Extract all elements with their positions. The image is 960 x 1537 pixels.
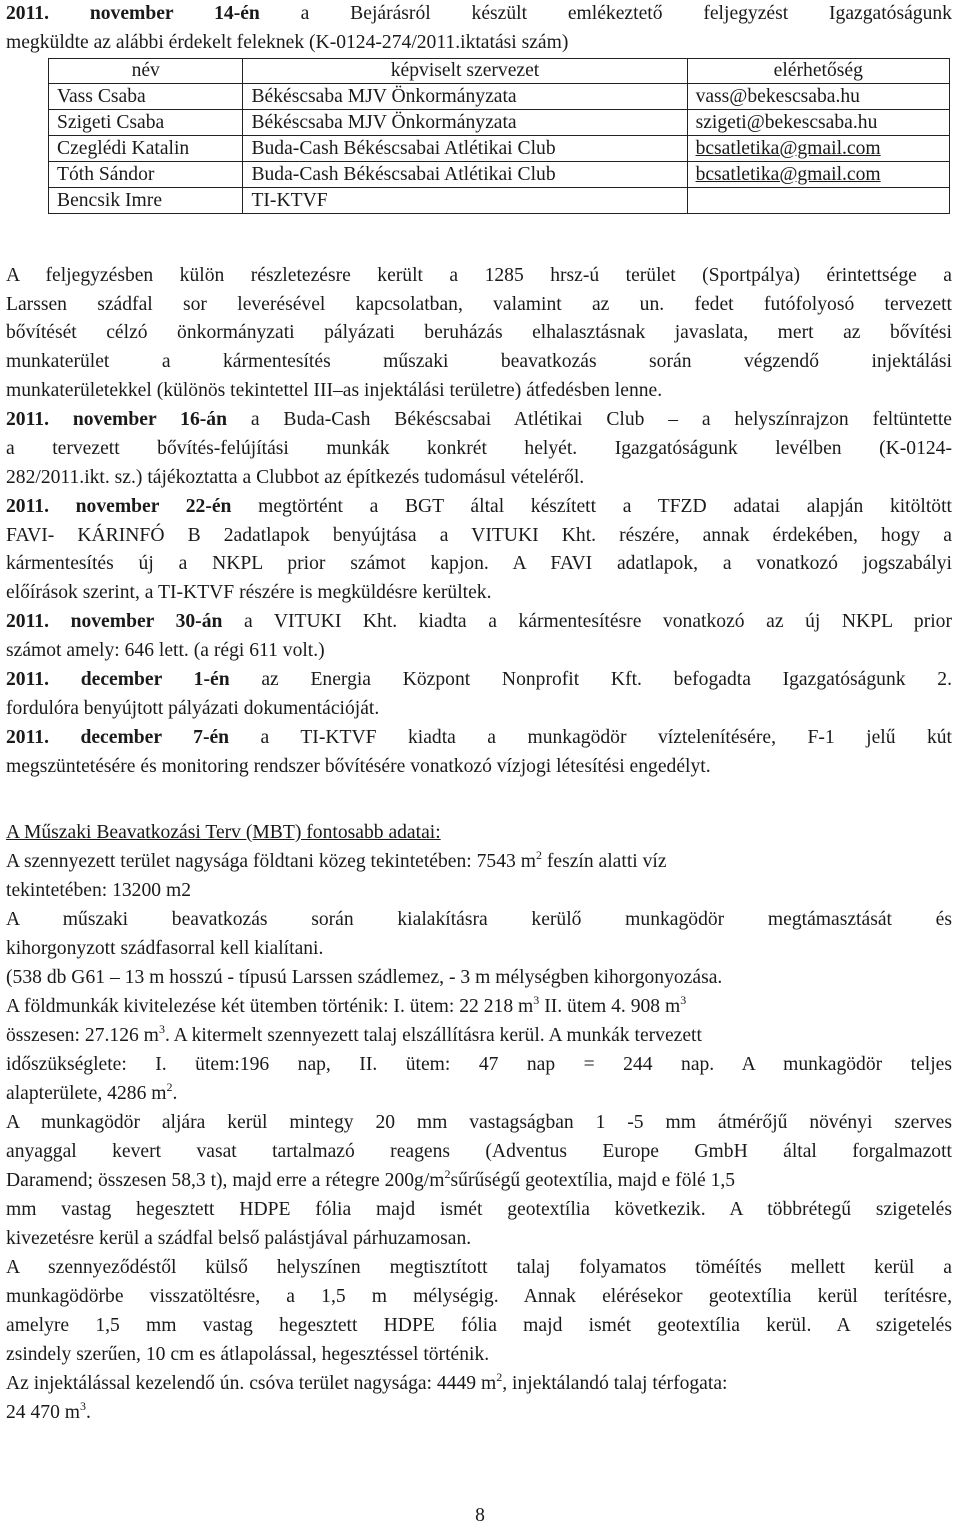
intro-line-1 xyxy=(6,4,952,24)
earthwork-line-3: időszükséglete: I. ütem:196 nap, II. ütem: 47 nap = 244 nap. A munkagödör teljes xyxy=(6,1054,952,1075)
superscript: 3 xyxy=(680,993,687,1007)
table-row xyxy=(49,136,950,162)
table-header-row xyxy=(49,59,950,84)
cell-name: Vass Csaba xyxy=(49,84,243,110)
event-line: számot amely: 646 lett. (a régi 611 volt.) xyxy=(6,640,325,661)
earthwork-text: összesen: 27.126 m xyxy=(6,1025,159,1046)
event-date: 2011. november 16-án xyxy=(6,409,227,430)
area-line-1 xyxy=(6,848,667,872)
intro-text: a Bejárásról készült emlékeztető feljegyzést Igazgatóságunk xyxy=(300,3,952,24)
bottom-layer-text: Daramend; összesen 58,3 t), majd erre a rétegre 200g/m xyxy=(6,1170,445,1191)
table-row xyxy=(49,84,950,110)
event-first-line xyxy=(6,728,952,748)
area-text-cont: feszín alatti víz xyxy=(546,851,667,872)
cell-organization: TI-KTVF xyxy=(243,188,687,214)
earthwork-text: . xyxy=(172,1083,178,1104)
paragraph-line: A feljegyzésben külön részletezésre került a 1285 hrsz-ú terület (Sportpálya) érintettsége a xyxy=(6,265,952,286)
area-line-2: tekintetében: 13200 m2 xyxy=(6,880,192,901)
cell-email-link[interactable]: bcsatletika@gmail.com xyxy=(687,162,949,188)
cell-organization: Békéscsaba MJV Önkormányzata xyxy=(243,84,687,110)
event-text: megtörtént a BGT által készített a TFZD adatai alapján kitöltött xyxy=(258,496,952,517)
bottom-layer-line: mm vastag hegesztett HDPE fólia majd ismét geotextília következik. A többrétegű szigetelés xyxy=(6,1199,952,1220)
injection-text: 24 470 m xyxy=(6,1402,81,1423)
injection-text: Az injektálással kezelendő ún. csóva terület nagysága: 4449 m xyxy=(6,1373,497,1394)
intro-date: 2011. november 14-én xyxy=(6,3,260,24)
area-text: A szennyezett terület nagysága földtani közeg tekintetében: 7543 m xyxy=(6,851,536,872)
cell-name: Bencsik Imre xyxy=(49,188,243,214)
cell-organization: Buda-Cash Békéscsabai Atlétikai Club xyxy=(243,162,687,188)
table-row xyxy=(49,110,950,136)
event-first-line xyxy=(6,670,952,690)
superscript: 2 xyxy=(496,1370,503,1384)
earthwork-line-1 xyxy=(6,993,687,1017)
cell-email-link[interactable]: bcsatletika@gmail.com xyxy=(687,136,949,162)
event-text: a TI-KTVF kiadta a munkagödör víztelenítésére, F-1 jelű kút xyxy=(260,727,952,748)
earthwork-text: II. ütem 4. 908 m xyxy=(544,996,681,1017)
event-line: a tervezett bővítés-felújítási munkák konkrét helyét. Igazgatóságunk levélben (K-0124- xyxy=(6,438,952,459)
header-organization: képviselt szervezet xyxy=(243,59,687,84)
event-line: fordulóra benyújtott pályázati dokumentációját. xyxy=(6,698,380,719)
cell-organization: Békéscsaba MJV Önkormányzata xyxy=(243,110,687,136)
backfill-line: amelyre 1,5 mm vastag hegesztett HDPE fólia majd ismét geotextília kerül. A szigetelés xyxy=(6,1315,952,1336)
header-contact: elérhetőség xyxy=(687,59,949,84)
event-date: 2011. december 7-én xyxy=(6,727,230,748)
superscript: 3 xyxy=(533,993,540,1007)
event-first-line xyxy=(6,410,952,430)
header-name: név xyxy=(49,59,243,84)
event-line: FAVI- KÁRINFÓ B 2adatlapok benyújtása a VITUKI Kht. részére, annak érdekében, hogy a xyxy=(6,525,952,546)
intro-line-2: megküldte az alábbi érdekelt feleknek (K-0124-274/2011.iktatási szám) xyxy=(6,32,569,53)
superscript: 2 xyxy=(535,848,542,862)
event-text: a Buda-Cash Békéscsabai Atlétikai Club – a helyszínrajzon feltüntette xyxy=(250,409,952,430)
paragraph-line: Larssen szádfal sor leverésével kapcsolatban, valamint az un. fedet futófolyosó tervezett xyxy=(6,294,952,315)
injection-line-2 xyxy=(6,1399,91,1423)
wall-line: A műszaki beavatkozás során kialakításra kerülő munkagödör megtámasztását és xyxy=(6,909,952,930)
event-text: a VITUKI Kht. kiadta a kármentesítésre vonatkozó az új NKPL prior xyxy=(243,611,952,632)
event-line: 282/2011.ikt. sz.) tájékoztatta a Clubbot az építkezés tudomásul vételéről. xyxy=(6,467,585,488)
paragraph-line: munkaterületekkel (különös tekintettel III–as injektálási területre) átfedésben lenne. xyxy=(6,380,663,401)
wall-line: kihorgonyzott szádfasorral kell kialítani. xyxy=(6,938,324,959)
table-row xyxy=(49,188,950,214)
superscript: 3 xyxy=(80,1399,87,1413)
bottom-layer-line: A munkagödör aljára kerül mintegy 20 mm vastagságban 1 -5 mm átmérőjű növényi szerves xyxy=(6,1112,952,1133)
paragraph-line: munkaterület a kármentesítés műszaki beavatkozás során végzendő injektálási xyxy=(6,351,952,372)
event-line: kármentesítés új a NKPL prior számot kapjon. A FAVI adatlapok, a vonatkozó jogszabályi xyxy=(6,553,952,574)
earthwork-line-2 xyxy=(6,1022,702,1046)
earthwork-text: . A kitermelt szennyezett talaj elszállításra kerül. A munkák tervezett xyxy=(164,1025,702,1046)
event-date: 2011. november 30-án xyxy=(6,611,223,632)
event-date: 2011. november 22-én xyxy=(6,496,232,517)
bottom-layer-line: kivezetésre kerül a szádfal belső palástjával párhuzamosan. xyxy=(6,1228,472,1249)
backfill-line: zsindely szerűen, 10 cm es átlapolással, hegesztéssel történik. xyxy=(6,1344,490,1365)
event-first-line xyxy=(6,612,952,632)
cell-organization: Buda-Cash Békéscsabai Atlétikai Club xyxy=(243,136,687,162)
injection-line-1 xyxy=(6,1370,728,1394)
bottom-layer-text: sűrűségű geotextília, majd e fölé 1,5 xyxy=(450,1170,736,1191)
page-number: 8 xyxy=(475,1505,485,1526)
superscript: 3 xyxy=(158,1022,165,1036)
superscript: 2 xyxy=(166,1080,173,1094)
backfill-line: A szennyeződéstől külső helyszínen megtisztított talaj folyamatos töméítés mellett kerül a xyxy=(6,1257,952,1278)
wall-line: (538 db G61 – 13 m hosszú - típusú Larssen szádlemez, - 3 m mélységben kihorgonyozása. xyxy=(6,967,723,988)
bottom-layer-line: anyaggal kevert vasat tartalmazó reagens (Adventus Europe GmbH által forgalmazott xyxy=(6,1141,952,1162)
table-row xyxy=(49,162,950,188)
cell-name: Szigeti Csaba xyxy=(49,110,243,136)
event-line: megszüntetésére és monitoring rendszer bővítésére vonatkozó vízjogi létesítési engedélyt. xyxy=(6,756,711,777)
section-heading: A Műszaki Beavatkozási Terv (MBT) fontosabb adatai: xyxy=(6,822,441,843)
event-date: 2011. december 1-én xyxy=(6,669,230,690)
bottom-layer-line xyxy=(6,1167,736,1191)
earthwork-text: A földmunkák kivitelezése két ütemben történik: I. ütem: 22 218 m xyxy=(6,996,534,1017)
paragraph-line: bővítését célzó önkormányzati pályázati beruházás elhalasztásnak javaslata, mert az bővítési xyxy=(6,322,952,343)
cell-name: Czeglédi Katalin xyxy=(49,136,243,162)
cell-email: szigeti@bekescsaba.hu xyxy=(687,110,949,136)
event-first-line xyxy=(6,497,952,517)
superscript: 2 xyxy=(444,1167,451,1181)
injection-text: . xyxy=(86,1402,91,1423)
cell-email: vass@bekescsaba.hu xyxy=(687,84,949,110)
injection-text: , injektálandó talaj térfogata: xyxy=(502,1373,728,1394)
earthwork-line-4 xyxy=(6,1080,178,1104)
cell-email xyxy=(687,188,949,214)
contacts-table xyxy=(48,58,950,214)
event-text: az Energia Központ Nonprofit Kft. befogadta Igazgatóságunk 2. xyxy=(261,669,952,690)
cell-name: Tóth Sándor xyxy=(49,162,243,188)
earthwork-text: alapterülete, 4286 m xyxy=(6,1083,167,1104)
event-line: előírások szerint, a TI-KTVF részére is megküldésre kerültek. xyxy=(6,582,492,603)
backfill-line: munkagödörbe visszatöltésre, a 1,5 m mélységig. Annak elérésekor geotextília kerül terítésre, xyxy=(6,1286,952,1307)
